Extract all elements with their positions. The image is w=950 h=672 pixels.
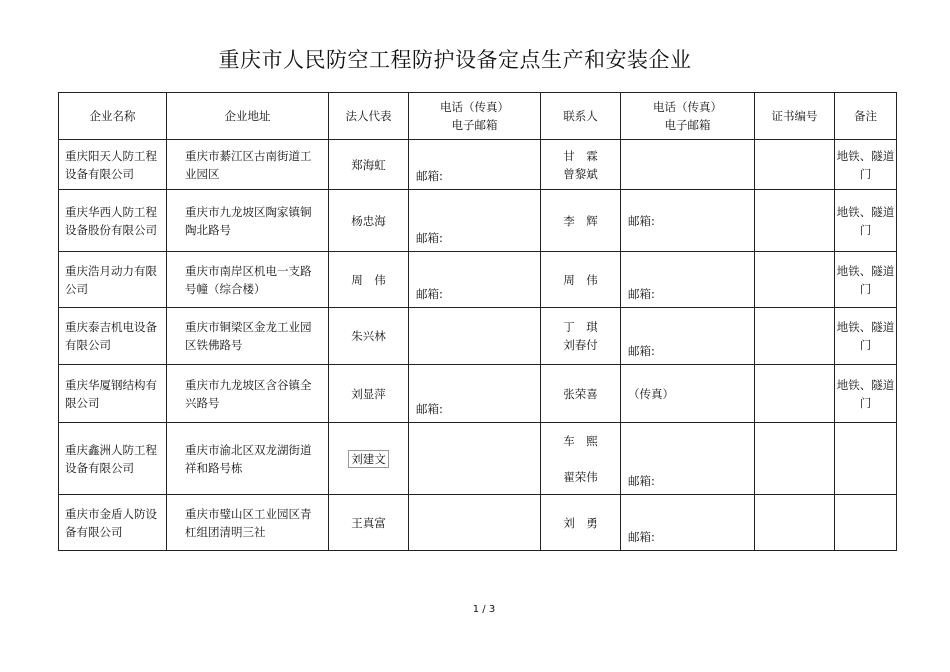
cell-enterprise-name: 重庆鑫洲人防工程设备有限公司 [59,423,167,495]
cell-certificate-number [755,252,835,308]
cell-contact-person [541,423,621,495]
cell-legal-representative: 郑海虹 [329,140,409,190]
header-legal-representative: 法人代表 [329,93,409,140]
cell-remarks [835,495,897,551]
header-contact-person: 联系人 [541,93,621,140]
cell-enterprise-address: 重庆市綦江区古南街道工业园区 [167,140,329,190]
email-label: 邮箱: [416,402,443,416]
enterprise-table [58,92,897,551]
header-remarks: 备注 [835,93,897,140]
cell-enterprise-name: 重庆华西人防工程设备股份有限公司 [59,190,167,252]
cell-remarks [835,423,897,495]
cell-remarks: 地铁、隧道门 [835,190,897,252]
cell-phone-email-2 [621,252,755,308]
contact-name: 丁 琪 [563,320,598,334]
cell-phone-email-2 [621,423,755,495]
cell-remarks: 地铁、隧道门 [835,140,897,190]
cell-phone-email-1 [409,308,541,365]
table-row [59,190,897,252]
header-phone-label: 电话（传真） [440,100,509,114]
cell-legal-representative: 王真富 [329,495,409,551]
email-label: 邮箱: [628,213,655,228]
cell-enterprise-name: 重庆阳天人防工程设备有限公司 [59,140,167,190]
rep-name-boxed: 刘建文 [348,450,389,468]
cell-contact-person: 刘 勇 [541,495,621,551]
contact-name: 曾黎斌 [563,166,598,181]
cell-contact-person [541,308,621,365]
cell-remarks: 地铁、隧道门 [835,308,897,365]
cell-enterprise-address: 重庆市九龙坡区含谷镇全兴路号 [167,365,329,423]
contact-name: 车 熙 [563,433,598,448]
cell-enterprise-name: 重庆泰吉机电设备有限公司 [59,308,167,365]
cell-legal-representative: 朱兴林 [329,308,409,365]
table-row [59,140,897,190]
page-indicator: 1 / 3 [472,604,496,615]
table-header-row [59,93,897,140]
header-email-label: 电子邮箱 [451,118,498,132]
cell-phone-email-2 [621,308,755,365]
cell-phone-email-2 [621,365,755,423]
email-label: 邮箱: [628,530,655,544]
cell-contact-person [541,140,621,190]
cell-enterprise-address: 重庆市渝北区双龙湖街道祥和路号栋 [167,423,329,495]
cell-certificate-number [755,308,835,365]
header-certificate-number: 证书编号 [755,93,835,140]
header-enterprise-address: 企业地址 [167,93,329,140]
cell-legal-representative: 周 伟 [329,252,409,308]
cell-enterprise-name: 重庆浩月动力有限公司 [59,252,167,308]
cell-enterprise-address: 重庆市璧山区工业园区青杠组团清明三社 [167,495,329,551]
table-row [59,423,897,495]
cell-phone-email-1 [409,495,541,551]
document-title: 重庆市人民防空工程防护设备定点生产和安装企业 [218,48,692,72]
cell-enterprise-address: 重庆市南岸区机电一支路号幢（综合楼） [167,252,329,308]
cell-certificate-number [755,495,835,551]
cell-legal-representative [329,423,409,495]
fax-label: （传真） [628,386,674,401]
cell-phone-email-1 [409,423,541,495]
cell-certificate-number [755,423,835,495]
cell-contact-person: 李 辉 [541,190,621,252]
email-label: 邮箱: [416,231,443,245]
header-email-label: 电子邮箱 [664,118,711,132]
cell-phone-email-1 [409,365,541,423]
cell-contact-person: 周 伟 [541,252,621,308]
cell-legal-representative: 杨忠海 [329,190,409,252]
header-phone-email-2 [621,93,755,140]
email-label: 邮箱: [628,287,655,301]
cell-enterprise-name: 重庆华厦钢结构有限公司 [59,365,167,423]
header-enterprise-name: 企业名称 [59,93,167,140]
cell-enterprise-name: 重庆市金盾人防设备有限公司 [59,495,167,551]
cell-phone-email-2 [621,495,755,551]
cell-legal-representative: 刘显萍 [329,365,409,423]
cell-phone-email-2 [621,140,755,190]
email-label: 邮箱: [628,474,655,488]
table-row [59,365,897,423]
header-phone-label: 电话（传真） [653,100,722,114]
cell-enterprise-address: 重庆市九龙坡区陶家镇铜陶北路号 [167,190,329,252]
email-label: 邮箱: [416,287,443,301]
contact-name: 甘 霖 [563,148,598,163]
cell-phone-email-1 [409,140,541,190]
contact-name: 刘春付 [563,338,598,352]
cell-certificate-number [755,140,835,190]
table-row [59,252,897,308]
cell-certificate-number [755,190,835,252]
cell-remarks: 地铁、隧道门 [835,252,897,308]
cell-enterprise-address: 重庆市铜梁区金龙工业园区铁佛路号 [167,308,329,365]
cell-phone-email-2 [621,190,755,252]
contact-name: 翟荣伟 [563,469,598,484]
table-row [59,495,897,551]
cell-phone-email-1 [409,190,541,252]
cell-phone-email-1 [409,252,541,308]
email-label: 邮箱: [628,344,655,358]
cell-remarks: 地铁、隧道门 [835,365,897,423]
header-phone-email-1 [409,93,541,140]
table-row [59,308,897,365]
cell-contact-person: 张荣喜 [541,365,621,423]
cell-certificate-number [755,365,835,423]
email-label: 邮箱: [416,169,443,183]
